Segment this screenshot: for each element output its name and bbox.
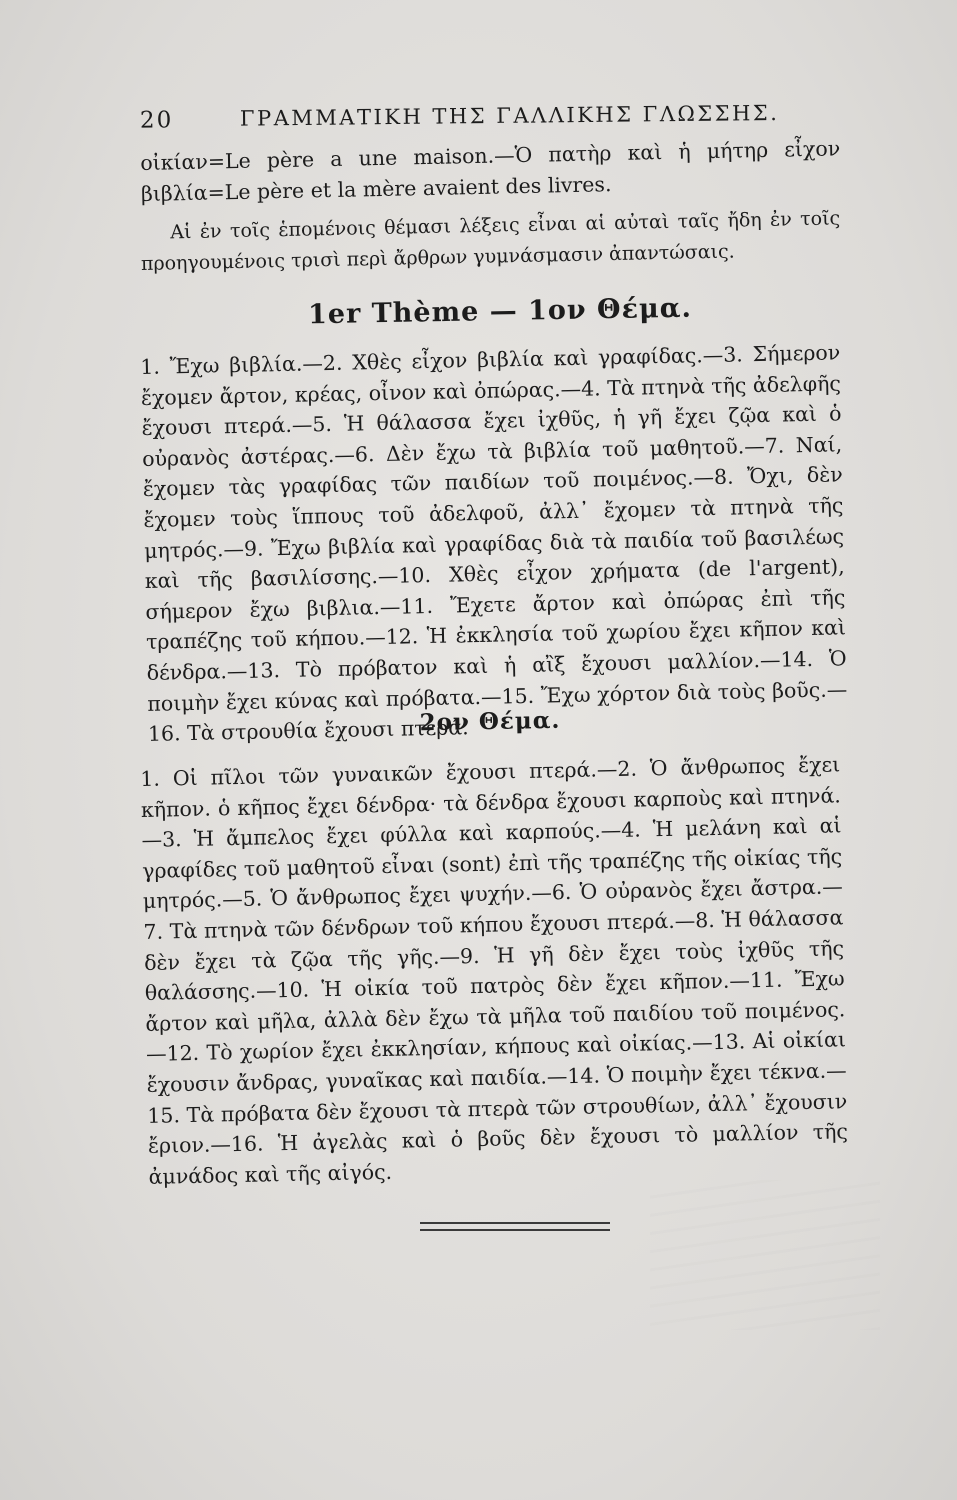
running-head: ΓΡΑΜΜΑΤΙΚΗ ΤΗΣ ΓΑΛΛΙΚΗΣ ΓΛΩΣΣΗΣ. [239,100,780,131]
theme-1-exercise: 1. Ἔχω βιβλία.—2. Χθὲς εἶχον βιβλία καὶ γραφίδας.—3. Σήμερον ἔχομεν ἄρτον, κρέας, οἶνον καὶ ὀπώρας.—4. Τὰ πτηνὰ τῆς ἀδελφῆς ἔχουσι πτερά.—5. Ἡ θάλασσα ἔχει ἰχθῦς, ἡ γῆ ἔχει ζῷα καὶ ὁ οὐρανὸς ἀστέρας.—6. Δὲν ἔχω τὰ βιβλία τοῦ μαθητοῦ.—7. Ναί, ἔχομεν τὰς γραφίδας τῶν παιδίων τοῦ ποιμένος.—8. Ὄχι, δὲν ἔχομεν τοὺς ἵππους τοῦ ἀδελφοῦ, ἀλλ᾽ ἔχομεν τὰ πτηνὰ τῆς μητρός.—9. Ἔχω βιβλία καὶ γραφίδας διὰ τὰ παιδία τοῦ βασιλέως καὶ τῆς βασιλίσσης.—10. Χθὲς εἶχον χρήματα (de l'argent), σήμερον ἔχω βιβλια.—11. Ἔχετε ἄρτον καὶ ὀπώρας ἐπὶ τῆς τραπέζης τοῦ κήπου.—12. Ἡ ἐκκλησία τοῦ χωρίου ἔχει κῆπον καὶ δένδρα.—13. Τὸ πρόβατον καὶ ἡ αἲξ ἔχουσι μαλλίον.—14. Ὁ ποιμὴν ἔχει κύνας καὶ πρόβατα.—15. Ἔχω χόρτον διὰ τοὺς βοῦς.—16. Τὰ στρουθία ἔχουσι πτερά. [140,340,848,747]
note-paragraph: Αἱ ἐν τοῖς ἑπομένοις θέμασι λέξεις εἶναι αἱ αὐταὶ ταῖς ἤδη ἐν τοῖς προηγουμένοις τρισὶ περὶ ἄρθρων γυμνάσμασιν ἀπαντώσαις. [140,207,841,275]
page-number: 20 [139,107,174,134]
theme-2-exercise: 1. Οἱ πῖλοι τῶν γυναικῶν ἔχουσι πτερά.—2. Ὁ ἄνθρωπος ἔχει κῆπον. ὁ κῆπος ἔχει δένδρα· τὰ δένδρα ἔχουσι καρποὺς καὶ πτηνά.—3. Ἡ ἄμπελος ἔχει φύλλα καὶ καρπούς.—4. Ἡ μελάνη καὶ αἱ γραφίδες τοῦ μαθητοῦ εἶναι (sont) ἐπὶ τῆς τραπέζης τῆς οἰκίας τῆς μητρός.—5. Ὁ ἄνθρωπος ἔχει ψυχήν.—6. Ὁ οὐρανὸς ἔχει ἄστρα.—7. Τὰ πτηνὰ τῶν δένδρων τοῦ κήπου ἔχουσι πτερά.—8. Ἡ θάλασσα δὲν ἔχει τὰ ζῷα τῆς γῆς.—9. Ἡ γῆ δὲν ἔχει τοὺς ἰχθῦς τῆς θαλάσσης.—10. Ἡ οἰκία τοῦ πατρὸς δὲν ἔχει κῆπον.—11. Ἔχω ἄρτον καὶ μῆλα, ἀλλὰ δὲν ἔχω τὰ μῆλα τοῦ παιδίου τοῦ ποιμένος.—12. Τὸ χωρίον ἔχει ἐκκλησίαν, κήπους καὶ οἰκίας.—13. Αἱ οἰκίαι ἔχουσιν ἄνδρας, γυναῖκας καὶ παιδία.—14. Ὁ ποιμὴν ἔχει τέκνα.—15. Τὰ πρόβατα δὲν ἔχουσι τὰ πτερὰ τῶν στρουθίων, ἀλλ᾽ ἔχουσιν ἔριον.—16. Ἡ ἀγελὰς καὶ ὁ βοῦς δὲν ἔχουσι τὸ μαλλίον τῆς ἀμνάδος καὶ τῆς αἰγός. [140,752,849,1189]
intro-paragraph: οἰκίαν=Le père a une maison.—Ὁ πατὴρ καὶ ἡ μήτηρ εἶχον βιβλία=Le père et la mère avaient des livres. [140,136,841,206]
section-divider-top [420,1222,610,1224]
theme-1-title: 1er Thème — 1ον Θέμα. [307,292,693,331]
theme-2-title: 2ον Θέμα. [419,706,561,737]
bleed-through-texture [650,1180,880,1330]
section-divider-bottom [420,1229,610,1231]
